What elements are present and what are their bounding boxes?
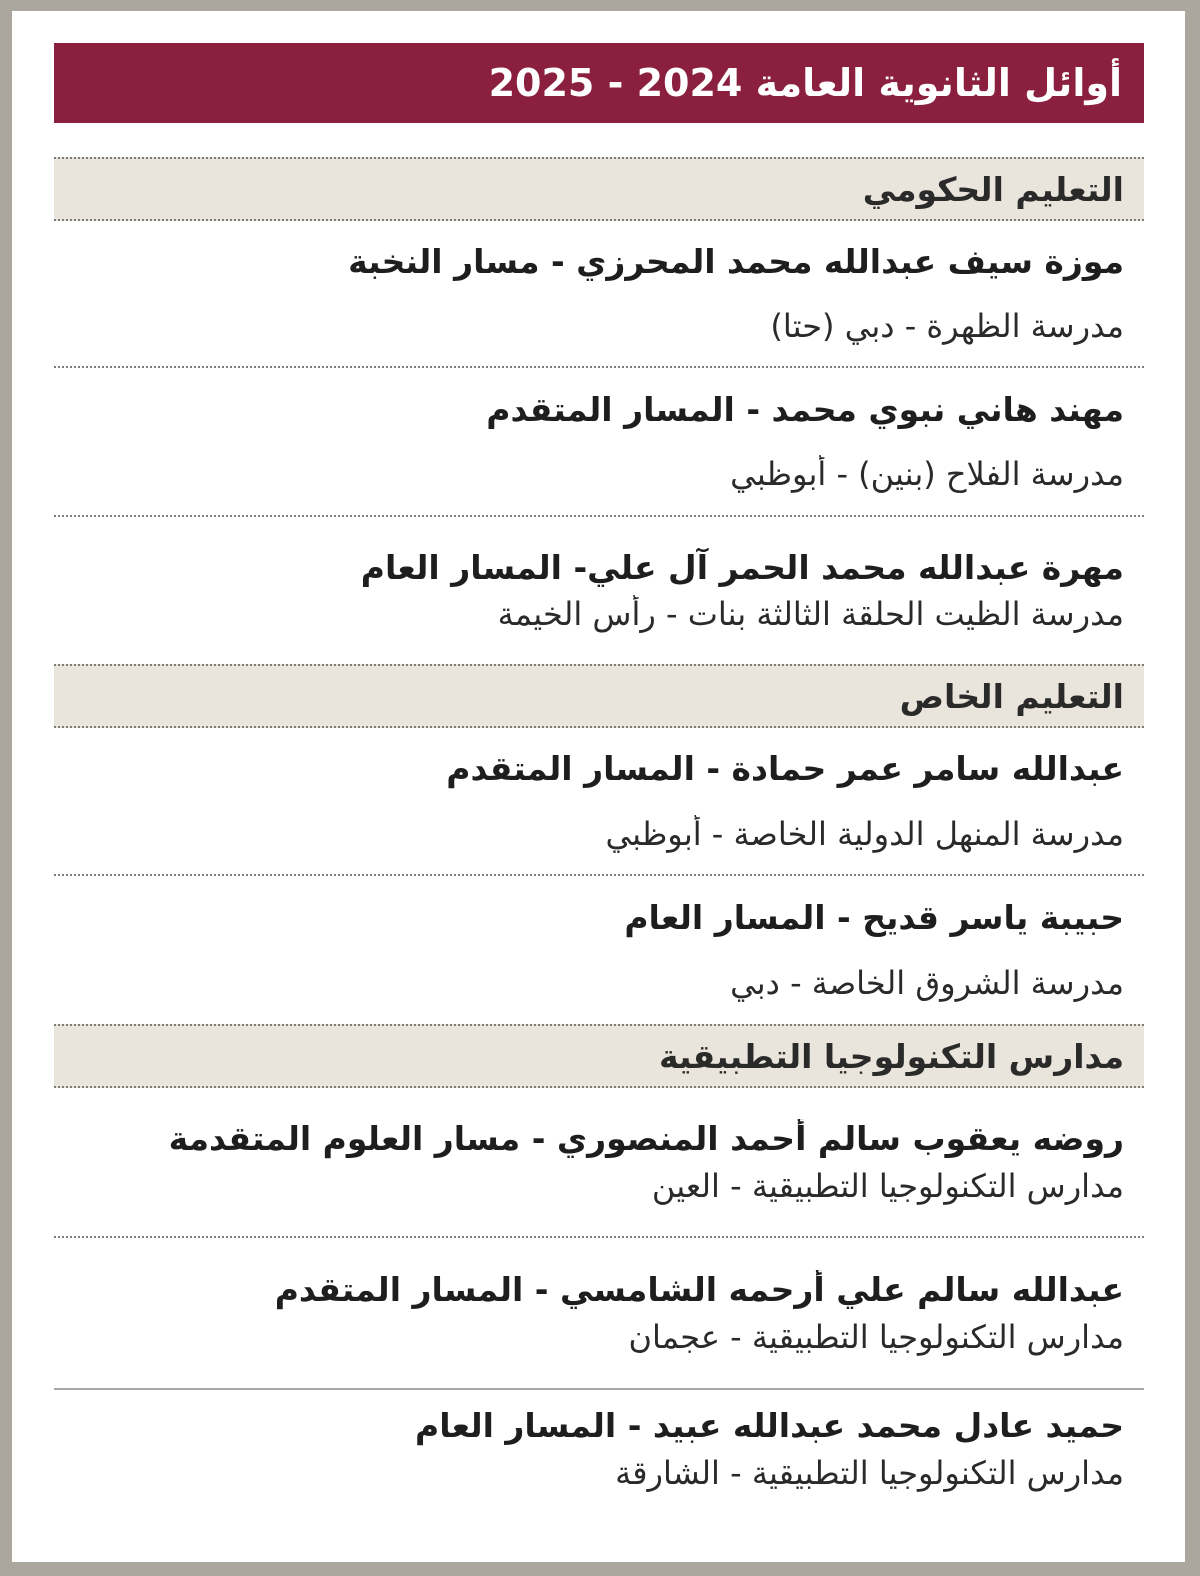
school-name: مدرسة الشروق الخاصة - دبي (730, 963, 1124, 1002)
list-item (54, 1390, 1144, 1508)
list-item (54, 728, 1144, 876)
student-name: عبدالله سالم علي أرحمه الشامسي - المسار المتقدم (274, 1270, 1124, 1309)
school-name: مدارس التكنولوجيا التطبيقية - الشارقة (615, 1453, 1124, 1492)
school-name: مدرسة الفلاح (بنين) - أبوظبي (730, 455, 1124, 494)
student-name: روضه يعقوب سالم أحمد المنصوري - مسار العلوم المتقدمة (168, 1119, 1124, 1158)
section-government (54, 157, 1144, 664)
school-name: مدارس التكنولوجيا التطبيقية - عجمان (628, 1317, 1124, 1356)
title-banner (54, 43, 1144, 123)
student-name: حبيبة ياسر قديح - المسار العام (624, 898, 1124, 937)
page-title: أوائل الثانوية العامة 2024 - 2025 (488, 61, 1122, 105)
student-name: مهند هاني نبوي محمد - المسار المتقدم (486, 389, 1124, 429)
list-item (54, 517, 1144, 664)
section-heading (54, 1024, 1144, 1088)
student-name: مهرة عبدالله محمد الحمر آل علي- المسار العام (360, 547, 1124, 587)
section-heading (54, 664, 1144, 728)
section-private (54, 664, 1144, 1024)
infographic-card (12, 11, 1185, 1562)
section-applied-technology (54, 1024, 1144, 1508)
school-name: مدرسة الظيت الحلقة الثالثة بنات - رأس الخيمة (497, 595, 1124, 634)
student-name: حميد عادل محمد عبدالله عبيد - المسار العام (415, 1406, 1124, 1445)
section-heading-text: التعليم الحكومي (862, 169, 1124, 209)
list-item (54, 1088, 1144, 1238)
student-name: عبدالله سامر عمر حمادة - المسار المتقدم (446, 749, 1124, 788)
list-item (54, 221, 1144, 368)
section-heading-text: مدارس التكنولوجيا التطبيقية (658, 1036, 1124, 1076)
section-heading-text: التعليم الخاص (899, 676, 1124, 716)
list-item (54, 1238, 1144, 1390)
list-item (54, 876, 1144, 1024)
section-heading (54, 157, 1144, 221)
list-item (54, 368, 1144, 517)
student-name: موزة سيف عبدالله محمد المحرزي - مسار النخبة (348, 241, 1124, 281)
school-name: مدرسة الظهرة - دبي (حتا) (770, 307, 1124, 346)
school-name: مدرسة المنهل الدولية الخاصة - أبوظبي (605, 814, 1124, 853)
school-name: مدارس التكنولوجيا التطبيقية - العين (651, 1166, 1124, 1205)
infographic-content (54, 43, 1144, 1508)
